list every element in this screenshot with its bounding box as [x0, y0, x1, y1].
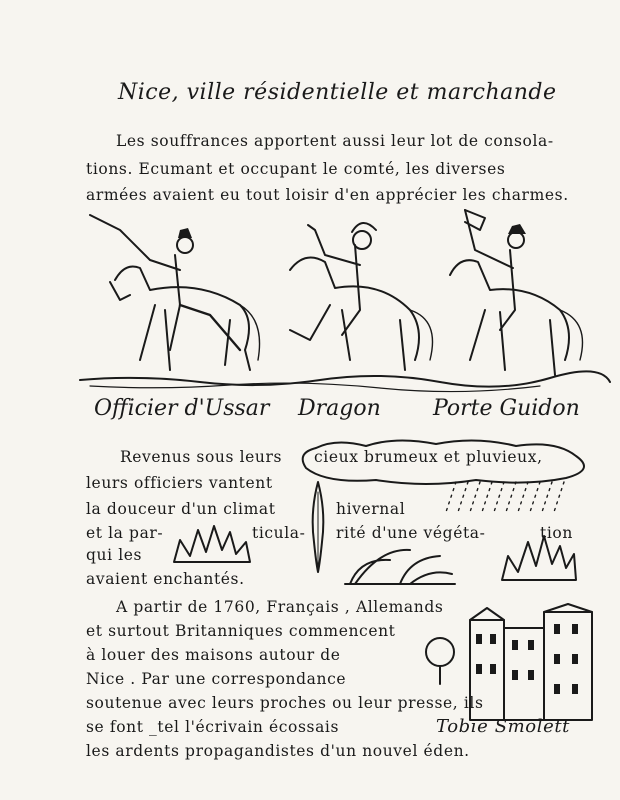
- para1-line-3: armées avaient eu tout loisir d'en apprécier les charmes.: [86, 186, 569, 204]
- para3-line-1: A partir de 1760, Français , Allemands: [116, 598, 444, 616]
- para2-line-2: leurs officiers vantent: [86, 474, 273, 492]
- para2-line-4d: tion: [540, 524, 573, 542]
- para3-line-7: les ardents propagandistes d'un nouvel éden.: [86, 742, 470, 760]
- rain-drawing: [446, 482, 564, 512]
- para2-line-4c: rité d'une végéta-: [336, 524, 486, 542]
- houses-drawing: [464, 604, 596, 724]
- page-title: Nice, ville résidentielle et marchande: [118, 80, 557, 105]
- para3-line-5: soutenue avec leurs proches ou leur presse, ils: [86, 694, 484, 712]
- para2-line-6: avaient enchantés.: [86, 570, 245, 588]
- para2-line-1a: Revenus sous leurs: [120, 448, 283, 466]
- agave-drawing-middle: [340, 538, 460, 586]
- para2-line-3a: la douceur d'un climat: [86, 500, 276, 518]
- porte-guidon-figure: [450, 210, 583, 375]
- smollett-name: Tobie Smolett: [436, 716, 571, 737]
- para2-line-5: qui les: [86, 546, 143, 564]
- caption-dragon: Dragon: [298, 396, 381, 421]
- para1-line-2: tions. Ecumant et occupant le comté, les diverses: [86, 160, 506, 178]
- caption-porte-guidon: Porte Guidon: [433, 396, 580, 421]
- para2-line-4a: et la par-: [86, 524, 164, 542]
- hussar-figure: [90, 215, 260, 370]
- para3-line-6: se font _tel l'écrivain écossais: [86, 718, 340, 736]
- para3-line-2: et surtout Britanniques commencent: [86, 622, 396, 640]
- caption-hussar: Officier d'Ussar: [94, 396, 270, 421]
- dragon-figure: [290, 223, 433, 370]
- para3-line-3: à louer des maisons autour de: [86, 646, 341, 664]
- para3-line-4: Nice . Par une correspondance: [86, 670, 347, 688]
- para2-line-3b: hivernal: [336, 500, 406, 518]
- para1-line-1: Les souffrances apportent aussi leur lot de consola-: [116, 132, 554, 150]
- tree-drawing: [418, 636, 462, 686]
- para2-line-1b: cieux brumeux et pluvieux,: [314, 448, 543, 466]
- para2-line-4b: ticula-: [252, 524, 306, 542]
- agave-drawing-left: [172, 522, 252, 564]
- cavalry-illustration: [80, 210, 610, 400]
- cypress-tree-drawing: [306, 482, 330, 572]
